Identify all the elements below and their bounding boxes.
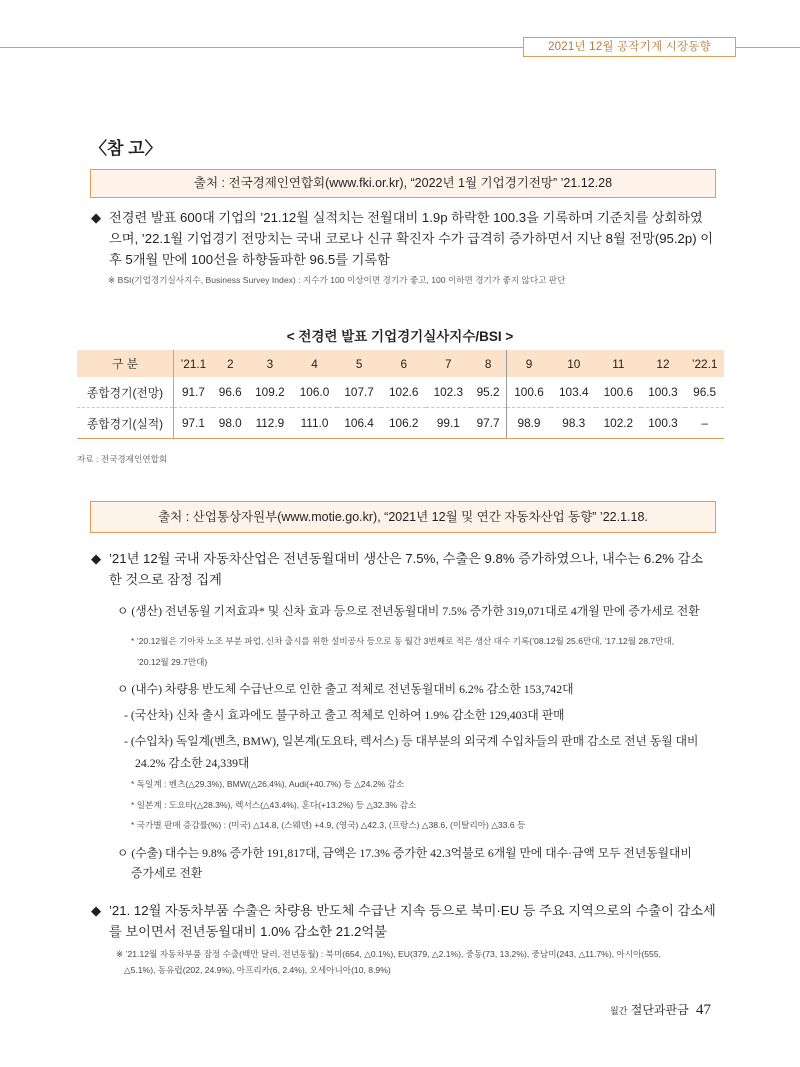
running-header: 2021년 12월 공작기계 시장동향 — [523, 37, 736, 57]
table-header-row — [77, 350, 724, 377]
diamond-bullet-icon: ◆ — [91, 903, 102, 918]
table-cell: 97.7 — [471, 408, 506, 439]
page-footer — [610, 1001, 711, 1019]
table-source: 자료 : 전국경제인연합회 — [77, 454, 168, 464]
domestic-item: ㅇ (내수) 차량용 반도체 수급난으로 인한 출고 적체로 전년동월대비 6.2% 감소한 153,742대 — [117, 682, 574, 696]
production-item: ㅇ (생산) 전년동월 기저효과* 및 신차 효과 등으로 전년동월대비 7.5% 증가한 319,071대로 4개월 만에 증가세로 전환 — [117, 604, 700, 618]
table-cell: 98.9 — [506, 408, 551, 439]
table-cell: 98.0 — [213, 408, 248, 439]
table-header-cell: 10 — [551, 350, 596, 377]
page-number: 47 — [696, 1002, 712, 1018]
import-note-german: * 독일계 : 벤츠(△29.3%), BMW(△26.4%), Audi(+40.7%) 등 △24.2% 감소 — [131, 779, 405, 789]
table-cell: 99.1 — [426, 408, 471, 439]
table-cell: 91.7 — [174, 377, 213, 408]
table-cell: 종합경기(실적) — [77, 408, 174, 439]
bullet-line: ’21. 12월 자동차부품 수출은 차량용 반도체 수급난 지속 등으로 북미·EU 등 주요 지역으로의 수출이 감소세 — [109, 903, 716, 918]
bsi-definition-note: ※ BSI(기업경기실사지수, Business Survey Index) : 지수가 100 이상이면 경기가 좋고, 100 이하면 경기가 좋지 않다고 판단 — [108, 275, 566, 285]
table-cell: 103.4 — [551, 377, 596, 408]
table-cell: 106.4 — [337, 408, 382, 439]
table-header-cell: ’21.1 — [174, 350, 213, 377]
bsi-table — [77, 350, 724, 439]
domestic-imported-cars: - (수입차) 독일계(벤츠, BMW), 일본계(도요타, 렉서스) 등 대부분의 외국계 수입차들의 판매 감소로 전년 동월 대비 — [124, 734, 699, 748]
table-header-cell: 구 분 — [77, 350, 174, 377]
table-header-cell: 3 — [248, 350, 293, 377]
bullet-auto-parts — [91, 901, 736, 943]
table-cell: 109.2 — [248, 377, 293, 408]
table-header-cell: 9 — [506, 350, 551, 377]
table-cell: 106.0 — [292, 377, 337, 408]
table-header-cell: 4 — [292, 350, 337, 377]
bullet-line: ’21년 12월 국내 자동차산업은 전년동월대비 생산은 7.5%, 수출은 9.8% 증가하였으나, 내수는 6.2% 감소 — [109, 551, 704, 566]
bullet-line: 전경련 발표 600대 기업의 ’21.12월 실적치는 전월대비 1.9p 하락한 100.3을 기록하며 기준치를 상회하였 — [109, 210, 703, 225]
bullet-auto-industry — [91, 549, 731, 591]
table-cell: 96.5 — [685, 377, 724, 408]
export-item: ㅇ (수출) 대수는 9.8% 증가한 191,817대, 금액은 17.3% 증가한 42.3억불로 6개월 만에 대수·금액 모두 전년동월대비 — [117, 846, 692, 860]
bullet-fki — [91, 208, 731, 270]
diamond-bullet-icon: ◆ — [91, 210, 102, 225]
table-cell: 102.6 — [381, 377, 426, 408]
table-cell: 100.3 — [641, 408, 686, 439]
table-header-cell: ’22.1 — [685, 350, 724, 377]
table-header-cell: 5 — [337, 350, 382, 377]
table-cell: 106.2 — [381, 408, 426, 439]
parts-export-note: △5.1%), 동유럽(202, 24.9%), 아프리카(6, 2.4%), 오세아니아(10, 8.9%) — [124, 965, 391, 975]
table-cell: 96.6 — [213, 377, 248, 408]
bullet-line: 으며, ’22.1월 기업경기 전망치는 국내 코로나 신규 확진자 수가 급격히 증가하면서 지난 8월 전망(95.2p) 이 — [109, 231, 714, 246]
diamond-bullet-icon: ◆ — [91, 551, 102, 566]
table-cell: 102.3 — [426, 377, 471, 408]
import-note-country: * 국가별 판매 증감률(%) : (미국) △14.8, (스웨덴) +4.9, (영국) △42.3, (프랑스) △38.6, (이탈리아) △33.6 등 — [131, 820, 526, 830]
table-cell: 100.3 — [641, 377, 686, 408]
domestic-korean-cars: - (국산차) 신차 출시 효과에도 불구하고 출고 적체로 인하여 1.9% 감소한 129,403대 판매 — [124, 708, 565, 722]
import-note-japanese: * 일본계 : 도요타(△28.3%), 렉서스(△43.4%), 혼다(+13.2%) 등 △32.3% 감소 — [131, 800, 417, 810]
table-cell: – — [685, 408, 724, 439]
table-cell: 112.9 — [248, 408, 293, 439]
magazine-name: 절단과판금 — [630, 1003, 689, 1017]
bullet-line: 를 보이면서 전년동월대비 1.0% 감소한 21.2억불 — [109, 924, 387, 939]
table-cell: 종합경기(전망) — [77, 377, 174, 408]
bullet-line: 한 것으로 잠정 집계 — [109, 572, 222, 587]
source-box-fki: 출처 : 전국경제인연합회(www.fki.or.kr), “2022년 1월 기업경기전망” ’21.12.28 — [90, 169, 716, 198]
parts-export-note: ※ ’21.12월 자동차부품 잠정 수출(백만 달러, 전년동월) : 북미(654, △0.1%), EU(379, △2.1%), 중동(73, 13.2%), 중남미(243, △11.7%), 아시아(555, — [116, 949, 661, 959]
source-box-motie: 출처 : 산업통상자원부(www.motie.go.kr), “2021년 12월 및 연간 자동차산업 동향” ’22.1.18. — [90, 501, 716, 533]
table-cell: 111.0 — [292, 408, 337, 439]
table-header-cell: 8 — [471, 350, 506, 377]
table-header-cell: 2 — [213, 350, 248, 377]
table-header-cell: 6 — [381, 350, 426, 377]
table-header-cell: 12 — [641, 350, 686, 377]
table-cell: 95.2 — [471, 377, 506, 408]
table-cell: 100.6 — [506, 377, 551, 408]
bullet-line: 후 5개월 만에 100선을 하향돌파한 96.5를 기록함 — [109, 252, 390, 267]
table-header-cell: 7 — [426, 350, 471, 377]
domestic-imported-cars: 24.2% 감소한 24,339대 — [135, 756, 250, 770]
export-item: 증가세로 전환 — [131, 866, 203, 880]
table-row — [77, 408, 724, 439]
production-note: ’20.12월 29.7만대) — [137, 657, 208, 667]
table-cell: 102.2 — [596, 408, 641, 439]
table-cell: 97.1 — [174, 408, 213, 439]
table-header-cell: 11 — [596, 350, 641, 377]
table-cell: 98.3 — [551, 408, 596, 439]
table-cell: 100.6 — [596, 377, 641, 408]
magazine-prefix: 월간 — [610, 1006, 628, 1016]
section-title: 〈참 고〉 — [90, 139, 162, 158]
table-title: < 전경련 발표 기업경기실사지수/BSI > — [286, 329, 514, 344]
production-note: * ’20.12월은 기아차 노조 부분 파업, 신차 출시를 위한 설비공사 등으로 동 월간 3번째로 적은 생산 대수 기록(’08.12월 25.6만대, ’17.12월 28.7만대, — [131, 636, 675, 646]
table-cell: 107.7 — [337, 377, 382, 408]
table-row — [77, 377, 724, 408]
